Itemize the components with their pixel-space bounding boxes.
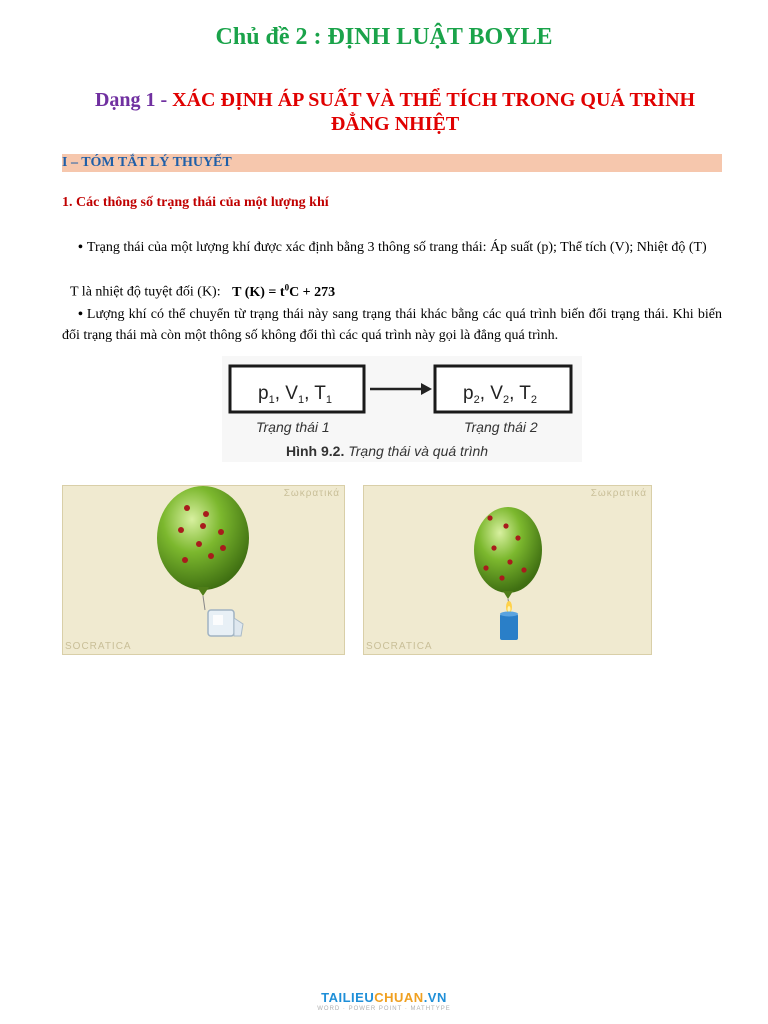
paragraph-text: Lượng khí có thể chuyển từ trạng thái này sang trạng thái khác bằng các quá trình biến đổi trạng thái. Khi biến đổi trạng thái mà còn một thông số không đổi thì các quá trình này gọi là đẳng quá trình. bbox=[62, 307, 722, 343]
state-diagram-figure bbox=[222, 356, 582, 462]
paragraph-processes bbox=[62, 304, 722, 346]
bullet-icon: • bbox=[78, 307, 83, 322]
watermark-bottom: SOCRATICA bbox=[65, 641, 132, 652]
balloon-ice-photo bbox=[62, 485, 345, 655]
watermark-bottom: SOCRATICA bbox=[366, 641, 433, 652]
formula-prefix: T là nhiệt độ tuyệt đối (K): bbox=[70, 284, 221, 300]
type-title-main: XÁC ĐỊNH ÁP SUẤT VÀ THỂ TÍCH TRONG QUÁ TRÌNH ĐẲNG NHIỆT bbox=[172, 89, 696, 135]
topic-title: Chủ đề 2 : ĐỊNH LUẬT BOYLE bbox=[215, 24, 553, 50]
type-title-prefix: Dạng 1 - bbox=[94, 89, 173, 111]
figure-caption: Hình 9.2. Trạng thái và quá trình bbox=[286, 443, 489, 459]
watermark-top: Σωκρατικά bbox=[590, 488, 647, 499]
ice-cube-icon bbox=[208, 610, 243, 636]
absolute-temperature-line bbox=[70, 282, 335, 301]
footer-logo: TAILIEUCHUAN.VN bbox=[321, 990, 447, 1005]
type-title bbox=[80, 88, 710, 136]
state-2-label: $p_2$, $V_2$, $T_2$ bbox=[463, 383, 538, 406]
footer-tagline: WORD · POWER POINT · MATHTYPE bbox=[317, 1006, 451, 1012]
paragraph-text: Trạng thái của một lượng khí được xác định bằng 3 thông số trang thái: Áp suất (p); Thể tích (V); Nhiệt độ (T) bbox=[86, 240, 707, 255]
balloon-candle-photo bbox=[363, 485, 652, 655]
small-balloon-icon bbox=[474, 507, 542, 604]
paragraph-state-parameters bbox=[62, 237, 722, 258]
sub-heading: 1. Các thông số trạng thái của một lượng khí bbox=[62, 195, 329, 210]
temperature-formula: T $(K) = t^0C + 273$ bbox=[232, 282, 336, 300]
candle-icon bbox=[500, 601, 518, 640]
section-heading: I – TÓM TẮT LÝ THUYẾT bbox=[62, 155, 232, 170]
bullet-icon: • bbox=[78, 240, 83, 255]
state-2-caption: Trạng thái 2 bbox=[464, 419, 538, 435]
state-1-label: $p_1$, $V_1$, $T_1$ bbox=[258, 383, 333, 406]
state-1-caption: Trạng thái 1 bbox=[256, 419, 330, 435]
large-balloon-icon bbox=[157, 486, 249, 610]
watermark-top: Σωκρατικά bbox=[283, 488, 340, 499]
